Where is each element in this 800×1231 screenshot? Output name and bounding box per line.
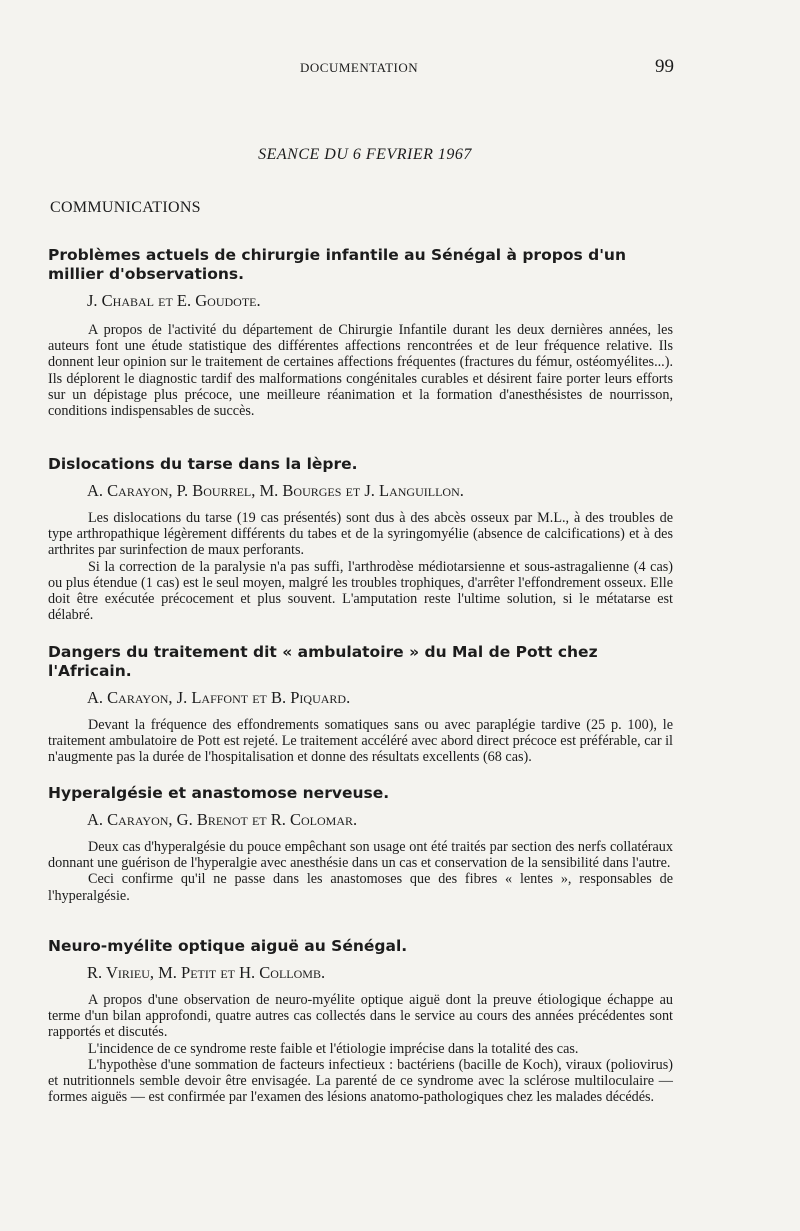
article-abstract bbox=[48, 839, 673, 904]
session-heading: SEANCE DU 6 FEVRIER 1967 bbox=[258, 146, 472, 163]
article-title: Dislocations du tarse dans la lèpre. bbox=[48, 455, 358, 473]
article-abstract bbox=[48, 992, 673, 1105]
article-abstract bbox=[48, 322, 673, 419]
article-3 bbox=[48, 643, 673, 766]
abstract-paragraph: L'incidence de ce syndrome reste faible et l'étiologie imprécise dans la totalité des cas. bbox=[88, 1040, 579, 1057]
article-authors: R. Virieu, M. Petit et H. Collomb. bbox=[87, 963, 326, 982]
running-title: DOCUMENTATION bbox=[300, 60, 419, 75]
abstract-paragraph: A propos de l'activité du département de Chirurgie Infantile durant les deux dernières années, les auteurs font une étude statistique des différentes affections rencontrées et de leur fréquence relative. Ils donnent leur opinion sur le traitement de certaines affections fréquentes (fractures du fémur, ostéomyélites...). Ils déplorent le diagnostic tardif des malformations congénitales curables et désirent faire porter leurs efforts sur un dépistage plus précoce, une meilleure réanimation et la formation d'anesthésistes de nourrisson, conditions indispensables de succès. bbox=[48, 322, 673, 420]
article-5 bbox=[48, 937, 673, 1105]
abstract-paragraph: Ceci confirme qu'il ne passe dans les anastomoses que des fibres « lentes », responsables de l'hyperalgésie. bbox=[48, 871, 673, 904]
article-title: Hyperalgésie et anastomose nerveuse. bbox=[48, 784, 390, 802]
article-title: Neuro-myélite optique aiguë au Sénégal. bbox=[48, 937, 408, 955]
article-abstract bbox=[48, 717, 673, 766]
article-title: Dangers du traitement dit « ambulatoire » du Mal de Pott chez l'Africain. bbox=[48, 643, 598, 680]
abstract-paragraph: A propos d'une observation de neuro-myélite optique aiguë dont la preuve étiologique échappe au terme d'un bilan approfondi, quatre autres cas collectés dans le service au cours des années précédentes sont rapportés et discutés. bbox=[48, 992, 673, 1041]
article-abstract bbox=[48, 510, 673, 623]
abstract-paragraph: L'hypothèse d'une sommation de facteurs infectieux : bactériens (bacille de Koch), viraux (poliovirus) et nutritionnels semble devoir être envisagée. La parenté de ce syndrome avec la sclérose multiloculaire — formes aiguës — est confirmée par l'examen des lésions anatomo-pathologiques chez les malades décédés. bbox=[48, 1056, 673, 1106]
abstract-paragraph: Devant la fréquence des effondrements somatiques sans ou avec paraplégie tardive (25 p. 100), le traitement ambulatoire de Pott est rejeté. Le traitement accéléré avec abord direct précoce est préférable, car il n'augmente pas la durée de l'hospitalisation et donne des résultats excellents (68 cas). bbox=[48, 717, 673, 766]
article-1 bbox=[48, 246, 673, 419]
abstract-paragraph: Si la correction de la paralysie n'a pas suffi, l'arthrodèse médiotarsienne et sous-astragalienne (4 cas) ou plus étendue (1 cas) est le seul moyen, malgré les troubles trophiques, d'arrêter l'effondrement osseux. Elle doit être exécutée précocement et plus souvent. L'amputation reste l'ultime solution, si le métatarse est délabré. bbox=[48, 558, 673, 624]
article-authors: J. Chabal et E. Goudote. bbox=[87, 291, 261, 310]
article-authors: A. Carayon, G. Brenot et R. Colomar. bbox=[87, 810, 358, 829]
article-4 bbox=[48, 784, 673, 904]
abstract-paragraph: Deux cas d'hyperalgésie du pouce empêchant son usage ont été traités par section des nerfs collatéraux donnant une guérison de l'hyperalgie avec anesthésie dans un cas et conservation de la sensibilité dans l'autre. bbox=[48, 839, 673, 872]
section-heading: COMMUNICATIONS bbox=[50, 199, 201, 216]
page-number: 99 bbox=[655, 56, 674, 77]
abstract-paragraph: Les dislocations du tarse (19 cas présentés) sont dus à des abcès osseux par M.L., à des troubles de type arthropathique légèrement différents du tabes et de la syringomyélie (absence de calcifications) et à des arthrites par surinfection de maux perforants. bbox=[48, 510, 673, 559]
article-authors: A. Carayon, P. Bourrel, M. Bourges et J. Languillon. bbox=[87, 481, 464, 500]
article-2 bbox=[48, 455, 673, 623]
article-authors: A. Carayon, J. Laffont et B. Piquard. bbox=[87, 688, 351, 707]
article-title: Problèmes actuels de chirurgie infantile au Sénégal à propos d'un millier d'observations. bbox=[48, 246, 627, 283]
